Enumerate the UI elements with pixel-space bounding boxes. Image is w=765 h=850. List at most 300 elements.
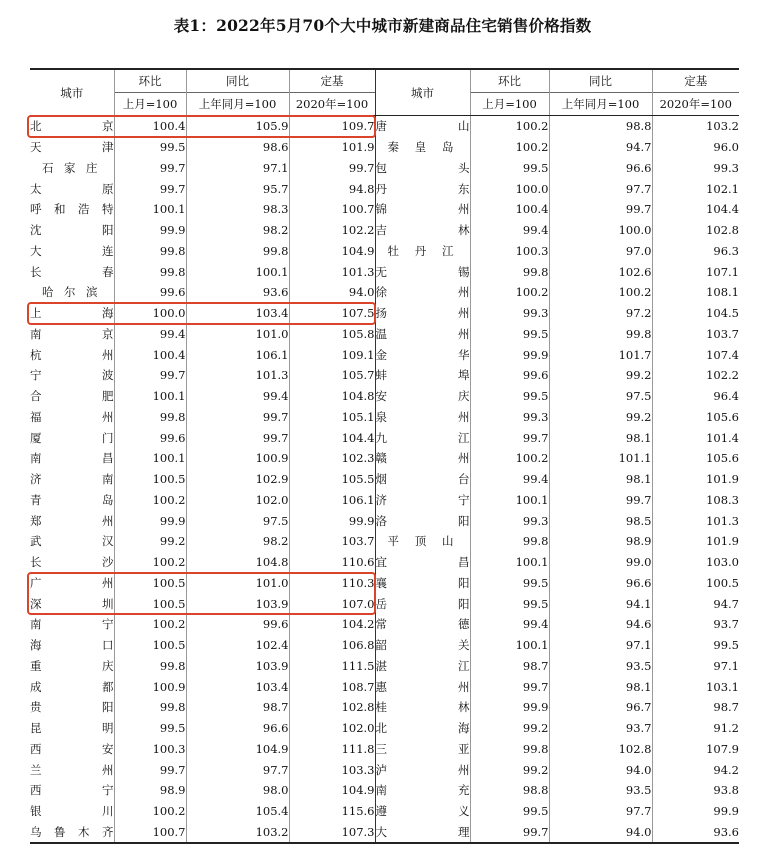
yoy-value: 105.9 (186, 116, 289, 137)
yoy-value: 99.8 (186, 241, 289, 262)
mom-value: 99.3 (470, 407, 549, 428)
city-name: 南 充 (375, 780, 470, 801)
base-value: 102.2 (706, 368, 739, 383)
city-name: 长 春 (30, 261, 114, 282)
mom-value: 99.8 (470, 261, 549, 282)
yoy-value: 106.1 (186, 344, 289, 365)
base-subheader-left: 2020年=100 (289, 93, 375, 116)
mom-value: 100.2 (470, 448, 549, 469)
yoy-value: 98.7 (186, 697, 289, 718)
table-row (30, 282, 739, 303)
price-index-table (30, 68, 739, 844)
yoy-value: 98.8 (549, 116, 652, 137)
base-value: 104.4 (289, 427, 375, 448)
yoy-value: 99.2 (549, 407, 652, 428)
base-value: 104.9 (289, 780, 375, 801)
mom-value: 100.5 (114, 573, 186, 594)
mom-value: 99.9 (470, 344, 549, 365)
yoy-value: 104.9 (186, 739, 289, 760)
yoy-value: 100.0 (549, 220, 652, 241)
city-name: 金 华 (375, 344, 470, 365)
base-value: 105.5 (289, 469, 375, 490)
base-value: 103.7 (289, 531, 375, 552)
mom-value: 99.4 (470, 614, 549, 635)
base-value: 105.7 (289, 365, 375, 386)
base-value: 110.3 (289, 573, 375, 594)
mom-value: 100.1 (114, 448, 186, 469)
table-row (30, 324, 739, 345)
mom-value: 99.7 (114, 365, 186, 386)
base-value: 99.9 (713, 804, 739, 819)
base-value: 101.3 (706, 513, 739, 528)
city-name: 贵 阳 (30, 697, 114, 718)
city-name: 哈尔滨 (30, 282, 114, 303)
base-value: 100.5 (706, 575, 739, 590)
table-row (30, 365, 739, 386)
city-name: 南 宁 (30, 614, 114, 635)
table-row (30, 344, 739, 365)
yoy-value: 98.2 (186, 220, 289, 241)
yoy-value: 96.6 (549, 158, 652, 179)
base-value: 102.3 (289, 448, 375, 469)
city-name: 秦皇岛 (375, 137, 470, 158)
mom-value: 99.4 (470, 469, 549, 490)
yoy-value: 96.6 (186, 718, 289, 739)
yoy-value: 94.1 (549, 593, 652, 614)
table-row (30, 573, 739, 594)
base-value: 101.9 (706, 534, 739, 549)
yoy-value: 105.4 (186, 801, 289, 822)
base-value: 104.4 (706, 202, 739, 217)
city-name: 泸 州 (375, 759, 470, 780)
mom-value: 99.5 (470, 801, 549, 822)
city-name: 乌鲁木齐 (30, 822, 114, 844)
yoy-value: 103.9 (186, 593, 289, 614)
city-name: 杭 州 (30, 344, 114, 365)
mom-value: 99.5 (470, 158, 549, 179)
base-value: 101.9 (706, 472, 739, 487)
yoy-value: 103.4 (186, 676, 289, 697)
table-row (30, 469, 739, 490)
base-value: 93.8 (713, 783, 739, 798)
table-row (30, 386, 739, 407)
yoy-value: 100.1 (186, 261, 289, 282)
table-row (30, 241, 739, 262)
mom-value: 100.3 (114, 739, 186, 760)
base-subheader-right: 2020年=100 (652, 93, 739, 116)
mom-value: 100.1 (114, 199, 186, 220)
base-value: 102.0 (289, 718, 375, 739)
mom-value: 100.2 (470, 282, 549, 303)
base-value: 105.6 (706, 409, 739, 424)
base-value: 104.8 (289, 386, 375, 407)
base-value: 99.3 (713, 160, 739, 175)
mom-value: 99.8 (470, 531, 549, 552)
mom-value: 98.8 (470, 780, 549, 801)
yoy-value: 99.2 (549, 365, 652, 386)
base-value: 106.8 (289, 635, 375, 656)
yoy-subheader-left: 上年同月=100 (186, 93, 289, 116)
yoy-value: 102.0 (186, 490, 289, 511)
city-name: 济 宁 (375, 490, 470, 511)
city-name: 唐 山 (375, 116, 470, 137)
base-value: 105.6 (706, 451, 739, 466)
city-name: 上 海 (30, 303, 114, 324)
city-name: 湛 江 (375, 656, 470, 677)
mom-value: 98.9 (114, 780, 186, 801)
mom-value: 99.5 (470, 593, 549, 614)
mom-value: 99.4 (114, 324, 186, 345)
city-name: 吉 林 (375, 220, 470, 241)
city-name: 济 南 (30, 469, 114, 490)
yoy-value: 95.7 (186, 178, 289, 199)
mom-value: 99.8 (114, 656, 186, 677)
yoy-value: 102.8 (549, 739, 652, 760)
table-row (30, 656, 739, 677)
city-name: 扬 州 (375, 303, 470, 324)
yoy-value: 99.7 (186, 427, 289, 448)
mom-value: 99.4 (470, 220, 549, 241)
yoy-value: 97.2 (549, 303, 652, 324)
mom-header-right: 环比 (470, 69, 549, 93)
base-value: 107.9 (706, 741, 739, 756)
yoy-value: 102.4 (186, 635, 289, 656)
city-name: 银 川 (30, 801, 114, 822)
mom-value: 99.8 (114, 261, 186, 282)
table-row (30, 697, 739, 718)
yoy-value: 103.2 (186, 822, 289, 844)
city-name: 南 昌 (30, 448, 114, 469)
yoy-value: 104.8 (186, 552, 289, 573)
city-name: 昆 明 (30, 718, 114, 739)
city-name: 天 津 (30, 137, 114, 158)
mom-value: 100.5 (114, 593, 186, 614)
city-name: 北 京 (30, 116, 114, 137)
mom-value: 99.7 (470, 676, 549, 697)
mom-value: 99.3 (470, 303, 549, 324)
mom-value: 100.2 (114, 801, 186, 822)
mom-subheader-left: 上月=100 (114, 93, 186, 116)
base-value: 96.3 (713, 243, 739, 258)
base-value: 99.9 (289, 510, 375, 531)
yoy-value: 98.5 (549, 510, 652, 531)
yoy-value: 94.7 (549, 137, 652, 158)
city-name: 赣 州 (375, 448, 470, 469)
yoy-value: 99.7 (549, 490, 652, 511)
city-name: 九 江 (375, 427, 470, 448)
base-value: 111.5 (289, 656, 375, 677)
table-row (30, 614, 739, 635)
yoy-value: 99.6 (186, 614, 289, 635)
table-row (30, 676, 739, 697)
table-row (30, 593, 739, 614)
yoy-value: 97.7 (186, 759, 289, 780)
table-row (30, 635, 739, 656)
yoy-value: 97.1 (549, 635, 652, 656)
city-name: 锦 州 (375, 199, 470, 220)
base-value: 96.4 (713, 389, 739, 404)
yoy-value: 97.1 (186, 158, 289, 179)
city-name: 厦 门 (30, 427, 114, 448)
base-value: 104.2 (289, 614, 375, 635)
city-name: 安 庆 (375, 386, 470, 407)
table-row (30, 822, 739, 844)
mom-value: 100.2 (470, 116, 549, 137)
yoy-value: 100.2 (549, 282, 652, 303)
mom-value: 99.8 (114, 697, 186, 718)
table-row (30, 448, 739, 469)
yoy-value: 94.0 (549, 759, 652, 780)
mom-value: 100.2 (114, 552, 186, 573)
base-value: 108.1 (706, 285, 739, 300)
base-value: 102.2 (289, 220, 375, 241)
city-name: 兰 州 (30, 759, 114, 780)
base-value: 101.3 (289, 261, 375, 282)
yoy-subheader-right: 上年同月=100 (549, 93, 652, 116)
city-name: 大 连 (30, 241, 114, 262)
base-value: 105.1 (289, 407, 375, 428)
mom-value: 100.2 (114, 614, 186, 635)
mom-value: 100.5 (114, 469, 186, 490)
yoy-value: 97.5 (186, 510, 289, 531)
city-header-right: 城市 (375, 69, 470, 116)
mom-value: 99.8 (114, 407, 186, 428)
base-value: 110.6 (289, 552, 375, 573)
table-row (30, 137, 739, 158)
table-row (30, 303, 739, 324)
yoy-value: 98.1 (549, 469, 652, 490)
city-name: 武 汉 (30, 531, 114, 552)
yoy-value: 98.0 (186, 780, 289, 801)
yoy-value: 103.4 (186, 303, 289, 324)
table-row (30, 801, 739, 822)
table-row (30, 220, 739, 241)
city-name: 重 庆 (30, 656, 114, 677)
base-value: 107.5 (289, 303, 375, 324)
city-name: 丹 东 (375, 178, 470, 199)
base-value: 102.1 (706, 181, 739, 196)
base-value: 101.4 (706, 430, 739, 445)
city-name: 徐 州 (375, 282, 470, 303)
yoy-value: 99.0 (549, 552, 652, 573)
mom-value: 100.0 (114, 303, 186, 324)
mom-value: 100.4 (470, 199, 549, 220)
mom-value: 100.4 (114, 344, 186, 365)
mom-value: 100.2 (470, 137, 549, 158)
yoy-value: 99.8 (549, 324, 652, 345)
table-row (30, 759, 739, 780)
mom-value: 100.4 (114, 116, 186, 137)
mom-value: 99.3 (470, 510, 549, 531)
mom-value: 99.6 (114, 427, 186, 448)
city-name: 泉 州 (375, 407, 470, 428)
table-row (30, 552, 739, 573)
yoy-value: 97.0 (549, 241, 652, 262)
city-name: 洛 阳 (375, 510, 470, 531)
yoy-value: 94.6 (549, 614, 652, 635)
mom-value: 99.5 (114, 137, 186, 158)
yoy-value: 102.9 (186, 469, 289, 490)
city-name: 海 口 (30, 635, 114, 656)
city-name: 石家庄 (30, 158, 114, 179)
base-value: 105.8 (289, 324, 375, 345)
city-name: 惠 州 (375, 676, 470, 697)
base-value: 93.6 (652, 822, 739, 844)
base-value: 103.7 (706, 326, 739, 341)
city-name: 青 岛 (30, 490, 114, 511)
city-name: 沈 阳 (30, 220, 114, 241)
city-name: 蚌 埠 (375, 365, 470, 386)
yoy-value: 101.1 (549, 448, 652, 469)
mom-value: 100.9 (114, 676, 186, 697)
base-value: 107.0 (289, 593, 375, 614)
base-value: 93.7 (713, 617, 739, 632)
base-value: 97.1 (713, 658, 739, 673)
base-value: 94.2 (713, 762, 739, 777)
mom-value: 98.7 (470, 656, 549, 677)
city-name: 长 沙 (30, 552, 114, 573)
yoy-value: 97.7 (549, 178, 652, 199)
mom-value: 99.9 (114, 510, 186, 531)
mom-value: 99.6 (114, 282, 186, 303)
mom-subheader-right: 上月=100 (470, 93, 549, 116)
base-value: 107.3 (289, 822, 375, 844)
yoy-header-right: 同比 (549, 69, 652, 93)
base-value: 115.6 (289, 801, 375, 822)
mom-value: 100.1 (470, 552, 549, 573)
yoy-value: 99.7 (186, 407, 289, 428)
yoy-value: 98.1 (549, 427, 652, 448)
city-name: 包 头 (375, 158, 470, 179)
table-title: 表1：2022年5月70个大中城市新建商品住宅销售价格指数 (173, 16, 592, 35)
yoy-value: 99.4 (186, 386, 289, 407)
mom-value: 99.2 (114, 531, 186, 552)
city-name: 北 海 (375, 718, 470, 739)
base-value: 109.7 (289, 116, 375, 137)
city-name: 呼和浩特 (30, 199, 114, 220)
mom-value: 99.2 (470, 718, 549, 739)
mom-value: 99.7 (114, 759, 186, 780)
yoy-value: 96.6 (549, 573, 652, 594)
yoy-value: 98.9 (549, 531, 652, 552)
city-name: 广 州 (30, 573, 114, 594)
city-name: 温 州 (375, 324, 470, 345)
base-value: 103.0 (706, 555, 739, 570)
base-value: 99.5 (713, 638, 739, 653)
yoy-value: 94.0 (549, 822, 652, 844)
mom-value: 100.2 (114, 490, 186, 511)
table-row (30, 780, 739, 801)
yoy-value: 98.6 (186, 137, 289, 158)
city-name: 合 肥 (30, 386, 114, 407)
mom-value: 100.0 (470, 178, 549, 199)
mom-value: 99.5 (470, 573, 549, 594)
base-value: 102.8 (706, 223, 739, 238)
city-name: 西 宁 (30, 780, 114, 801)
mom-value: 100.3 (470, 241, 549, 262)
mom-value: 100.5 (114, 635, 186, 656)
mom-value: 99.9 (114, 220, 186, 241)
yoy-value: 101.0 (186, 324, 289, 345)
yoy-value: 97.5 (549, 386, 652, 407)
city-name: 岳 阳 (375, 593, 470, 614)
table-body (30, 116, 739, 844)
mom-value: 99.8 (114, 241, 186, 262)
city-name: 宁 波 (30, 365, 114, 386)
mom-value: 99.7 (114, 158, 186, 179)
city-name: 牡丹江 (375, 241, 470, 262)
base-value: 107.1 (706, 264, 739, 279)
table-row (30, 739, 739, 760)
yoy-value: 96.7 (549, 697, 652, 718)
yoy-value: 101.7 (549, 344, 652, 365)
mom-value: 100.7 (114, 822, 186, 844)
base-value: 94.7 (713, 596, 739, 611)
base-value: 98.7 (713, 700, 739, 715)
mom-value: 99.7 (114, 178, 186, 199)
base-header-right: 定基 (652, 69, 739, 93)
city-name: 太 原 (30, 178, 114, 199)
table-row (30, 427, 739, 448)
table-row (30, 178, 739, 199)
mom-value: 99.9 (470, 697, 549, 718)
table-row (30, 531, 739, 552)
city-name: 无 锡 (375, 261, 470, 282)
mom-value: 99.7 (470, 822, 549, 844)
city-name: 韶 关 (375, 635, 470, 656)
base-value: 103.1 (706, 679, 739, 694)
mom-value: 99.5 (114, 718, 186, 739)
base-value: 108.3 (706, 492, 739, 507)
base-value: 109.1 (289, 344, 375, 365)
yoy-value: 93.5 (549, 780, 652, 801)
city-name: 郑 州 (30, 510, 114, 531)
base-value: 94.0 (289, 282, 375, 303)
base-value: 91.2 (713, 721, 739, 736)
mom-value: 99.5 (470, 386, 549, 407)
mom-value: 99.5 (470, 324, 549, 345)
city-name: 襄 阳 (375, 573, 470, 594)
mom-value: 99.7 (470, 427, 549, 448)
yoy-value: 98.3 (186, 199, 289, 220)
mom-header-left: 环比 (114, 69, 186, 93)
table-row (30, 116, 739, 137)
city-name: 大 理 (375, 822, 470, 844)
city-name: 宜 昌 (375, 552, 470, 573)
yoy-value: 102.6 (549, 261, 652, 282)
table-row (30, 261, 739, 282)
base-value: 100.7 (289, 199, 375, 220)
mom-value: 99.8 (470, 739, 549, 760)
base-value: 107.4 (706, 347, 739, 362)
base-value: 104.5 (706, 306, 739, 321)
base-value: 99.7 (289, 158, 375, 179)
table-row (30, 718, 739, 739)
table-row (30, 510, 739, 531)
yoy-value: 98.2 (186, 531, 289, 552)
mom-value: 100.1 (470, 635, 549, 656)
city-name: 常 德 (375, 614, 470, 635)
city-name: 桂 林 (375, 697, 470, 718)
base-value: 103.2 (706, 119, 739, 134)
yoy-header-left: 同比 (186, 69, 289, 93)
mom-value: 99.6 (470, 365, 549, 386)
city-name: 深 圳 (30, 593, 114, 614)
yoy-value: 99.7 (549, 199, 652, 220)
yoy-value: 93.6 (186, 282, 289, 303)
base-value: 102.8 (289, 697, 375, 718)
city-header-left: 城市 (30, 69, 114, 116)
